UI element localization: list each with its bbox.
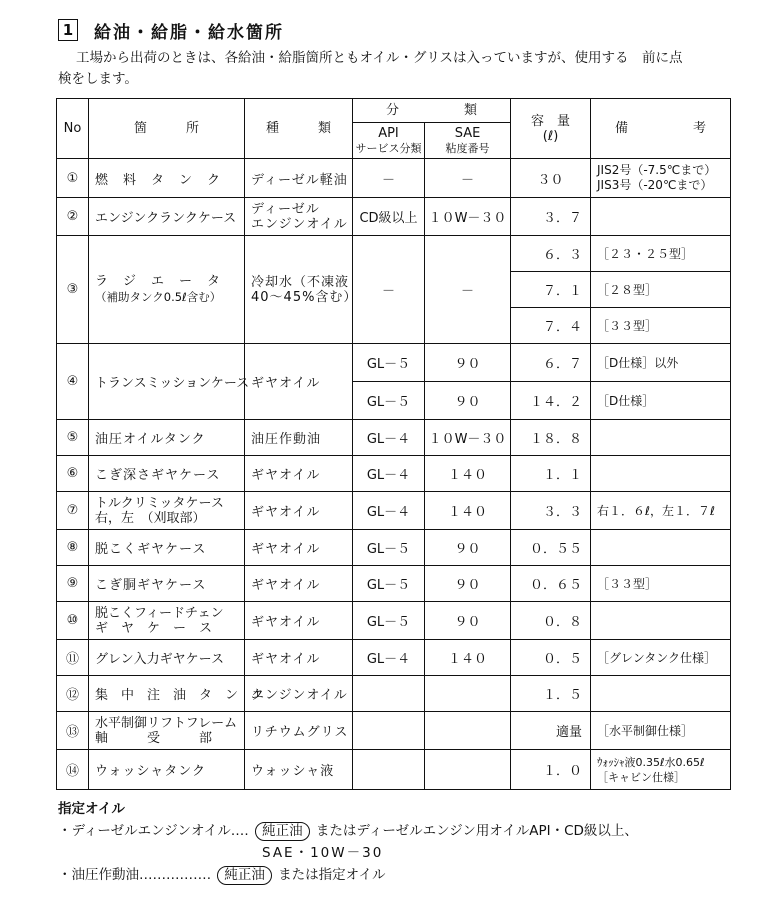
row-sae xyxy=(425,676,511,712)
section-number: 1 xyxy=(58,19,78,41)
row-no: ⑬ xyxy=(57,712,89,750)
table-row xyxy=(57,602,731,640)
row-remark: ［２３・２５型］ xyxy=(591,236,731,272)
row-remark-line-1: JIS2号（-7.5℃まで） xyxy=(597,163,717,177)
table-row xyxy=(57,676,731,712)
header-capacity-unit: (ℓ) xyxy=(542,128,559,144)
row-capacity: ６．３ xyxy=(511,236,591,272)
header-sae xyxy=(425,123,511,159)
table-row xyxy=(57,750,731,790)
row-type: 油圧作動油 xyxy=(245,420,353,456)
header-capacity-label: 容 量 xyxy=(531,113,571,129)
intro-paragraph xyxy=(58,48,730,90)
row-type: ギヤオイル xyxy=(245,456,353,492)
row-type-line-2: エンジンオイル xyxy=(251,216,348,232)
row-location: こぎ胴ギヤケース xyxy=(89,566,245,602)
row-type: ギヤオイル xyxy=(245,566,353,602)
row-api: GL－４ xyxy=(353,456,425,492)
row-sae: １４０ xyxy=(425,492,511,530)
row-remark: ［D仕様］以外 xyxy=(591,344,731,382)
row-capacity: ６．７ xyxy=(511,344,591,382)
row-type: リチウムグリス xyxy=(245,712,353,750)
row-no: ⑩ xyxy=(57,602,89,640)
row-api: GL－４ xyxy=(353,640,425,676)
row-sae: １４０ xyxy=(425,640,511,676)
header-api xyxy=(353,123,425,159)
row-capacity: １．０ xyxy=(511,750,591,790)
row-sae: １０W－３０ xyxy=(425,420,511,456)
row-api xyxy=(353,676,425,712)
row-location: エンジンクランクケース xyxy=(89,198,245,236)
row-api: GL－５ xyxy=(353,530,425,566)
row-type: ウォッシャ液 xyxy=(245,750,353,790)
row-capacity: ３０ xyxy=(511,159,591,198)
row-location: こぎ深さギヤケース xyxy=(89,456,245,492)
row-location-line-1: ラ ジ エ ー タ xyxy=(95,274,222,289)
header-classification: 分 類 xyxy=(353,99,511,123)
row-no: ④ xyxy=(57,344,89,420)
designated-oil-item-1 xyxy=(58,820,638,842)
item-1-continuation: SAE・10W－30 xyxy=(262,845,384,861)
row-location xyxy=(89,602,245,640)
row-capacity: １４．２ xyxy=(511,382,591,420)
row-no: ⑪ xyxy=(57,640,89,676)
item-2-text: または指定オイル xyxy=(278,867,386,883)
genuine-oil-badge: 純正油 xyxy=(217,866,272,885)
row-capacity: １８．８ xyxy=(511,420,591,456)
row-type-line-2: 40～45%含む） xyxy=(251,289,358,305)
row-capacity: 適量 xyxy=(511,712,591,750)
table-row xyxy=(57,236,731,272)
section-title: 給油・給脂・給水箇所 xyxy=(94,22,284,43)
row-capacity: ０．５５ xyxy=(511,530,591,566)
header-api-sub: サービス分類 xyxy=(355,141,422,155)
table-row xyxy=(57,420,731,456)
row-remark xyxy=(591,530,731,566)
row-no: ⑦ xyxy=(57,492,89,530)
row-remark xyxy=(591,676,731,712)
row-location xyxy=(89,236,245,344)
table-row xyxy=(57,492,731,530)
intro-line-1: 工場から出荷のときは、各給油・給脂箇所ともオイル・グリスは入っていますが、使用する 前に点 xyxy=(76,50,683,66)
row-location-line-2: ギ ヤ ケ ー ス xyxy=(95,620,213,636)
row-no: ⑧ xyxy=(57,530,89,566)
row-api: － xyxy=(353,236,425,344)
row-type: エンジンオイル xyxy=(245,676,353,712)
row-no: ⑫ xyxy=(57,676,89,712)
row-api: CD級以上 xyxy=(353,198,425,236)
row-capacity: ０．６５ xyxy=(511,566,591,602)
row-capacity: ０．８ xyxy=(511,602,591,640)
row-capacity: ７．１ xyxy=(511,272,591,308)
row-api: GL－４ xyxy=(353,492,425,530)
header-remarks: 備 考 xyxy=(591,99,731,159)
row-remark-line-1: ｳｫｯｼｬ液0.35ℓ水0.65ℓ xyxy=(597,755,705,769)
header-type: 種 類 xyxy=(245,99,353,159)
header-sae-label: SAE xyxy=(454,125,481,141)
row-location: 集 中 注 油 タ ン ク xyxy=(89,676,245,712)
row-type xyxy=(245,236,358,344)
row-sae: ９０ xyxy=(425,344,511,382)
row-api: － xyxy=(353,159,425,198)
table-row xyxy=(57,712,731,750)
row-remark: ［グレンタンク仕様］ xyxy=(591,640,731,676)
row-remark: ［３３型］ xyxy=(591,566,731,602)
row-location: 燃 料 タ ン ク xyxy=(89,159,245,198)
row-location-line-1: トルクリミッタケース xyxy=(95,495,224,511)
row-location: 脱こくギヤケース xyxy=(89,530,245,566)
row-remark: ［水平制御仕様］ xyxy=(591,712,731,750)
row-sae: － xyxy=(425,236,511,344)
row-type: ギヤオイル xyxy=(245,344,353,420)
row-api: GL－４ xyxy=(353,420,425,456)
row-remark xyxy=(591,750,731,790)
row-location-line-1: 脱こくフィードチェン xyxy=(95,605,224,621)
table-row xyxy=(57,198,731,236)
header-location: 箇 所 xyxy=(89,99,245,159)
row-location xyxy=(89,492,245,530)
row-remark: ［３３型］ xyxy=(591,308,731,344)
row-remark: 右１．６ℓ，左１．７ℓ xyxy=(591,492,731,530)
row-type: ディーゼル軽油 xyxy=(245,159,353,198)
row-type: ギヤオイル xyxy=(245,530,353,566)
header-api-label: API xyxy=(378,125,399,141)
row-sae: － xyxy=(425,159,511,198)
row-api: GL－５ xyxy=(353,602,425,640)
row-capacity: ０．５ xyxy=(511,640,591,676)
row-no: ② xyxy=(57,198,89,236)
table-row xyxy=(57,344,731,382)
row-type-line-1: ディーゼル xyxy=(251,201,320,217)
row-remark xyxy=(591,420,731,456)
row-type: ギヤオイル xyxy=(245,492,353,530)
row-location-line-2: 右，左 （刈取部） xyxy=(95,510,206,526)
row-sae: ９０ xyxy=(425,530,511,566)
item-1-label: ・ディーゼルエンジンオイル‥‥ xyxy=(58,823,249,839)
lubrication-table xyxy=(56,98,731,790)
row-capacity: １．５ xyxy=(511,676,591,712)
row-no: ⑭ xyxy=(57,750,89,790)
row-sae: ９０ xyxy=(425,382,511,420)
row-remark-line-2: ［キャビン仕様］ xyxy=(597,770,686,784)
row-location-line-1: 水平制御リフトフレーム xyxy=(95,715,238,731)
row-location: 油圧オイルタンク xyxy=(89,420,245,456)
genuine-oil-badge: 純正油 xyxy=(255,822,310,841)
row-api: GL－５ xyxy=(353,382,425,420)
row-no: ⑥ xyxy=(57,456,89,492)
header-no: No xyxy=(57,99,89,159)
row-location-line-2: （補助タンク0.5ℓ含む） xyxy=(95,290,222,304)
row-remark xyxy=(591,198,731,236)
row-api xyxy=(353,750,425,790)
item-2-label: ・油圧作動油‥‥‥‥‥‥‥‥ xyxy=(58,867,212,883)
row-no: ⑨ xyxy=(57,566,89,602)
header-row-1 xyxy=(57,99,731,123)
row-capacity: ３．３ xyxy=(511,492,591,530)
row-capacity: ３．７ xyxy=(511,198,591,236)
row-type: ギヤオイル xyxy=(245,602,353,640)
row-sae: ９０ xyxy=(425,566,511,602)
row-sae: １０W－３０ xyxy=(425,198,511,236)
row-capacity: ７．４ xyxy=(511,308,591,344)
intro-line-2: 検をします。 xyxy=(58,71,138,87)
row-remark xyxy=(591,159,731,198)
row-location: トランスミッションケース xyxy=(89,344,245,420)
designated-oil-section xyxy=(58,798,638,886)
row-capacity: １．１ xyxy=(511,456,591,492)
table-row xyxy=(57,456,731,492)
item-1-text: またはディーゼルエンジン用オイルAPI・CD級以上、 xyxy=(315,823,638,839)
table-row xyxy=(57,159,731,198)
row-sae xyxy=(425,712,511,750)
row-location xyxy=(89,712,245,750)
row-remark xyxy=(591,456,731,492)
row-api: GL－５ xyxy=(353,566,425,602)
table-row xyxy=(57,530,731,566)
row-sae: １４０ xyxy=(425,456,511,492)
section-header xyxy=(58,18,284,42)
row-remark-line-2: JIS3号（-20℃まで） xyxy=(597,178,713,192)
row-remark: ［２８型］ xyxy=(591,272,731,308)
row-api: GL－５ xyxy=(353,344,425,382)
row-location: ウォッシャタンク xyxy=(89,750,245,790)
row-type: ギヤオイル xyxy=(245,640,353,676)
designated-oil-item-2 xyxy=(58,864,638,886)
row-remark xyxy=(591,602,731,640)
header-sae-sub: 粘度番号 xyxy=(445,141,490,155)
row-location: グレン入力ギヤケース xyxy=(89,640,245,676)
row-no: ⑤ xyxy=(57,420,89,456)
row-sae: ９０ xyxy=(425,602,511,640)
row-api xyxy=(353,712,425,750)
header-capacity xyxy=(511,99,591,159)
row-location-line-2: 軸 受 部 xyxy=(95,730,213,746)
row-remark: ［D仕様］ xyxy=(591,382,731,420)
row-type xyxy=(245,198,353,236)
table-row xyxy=(57,566,731,602)
row-type-line-1: 冷却水（不凍液 xyxy=(251,274,350,290)
row-sae xyxy=(425,750,511,790)
row-no: ① xyxy=(57,159,89,198)
table-row xyxy=(57,640,731,676)
row-no: ③ xyxy=(57,236,89,344)
designated-oil-title: 指定オイル xyxy=(58,801,125,817)
